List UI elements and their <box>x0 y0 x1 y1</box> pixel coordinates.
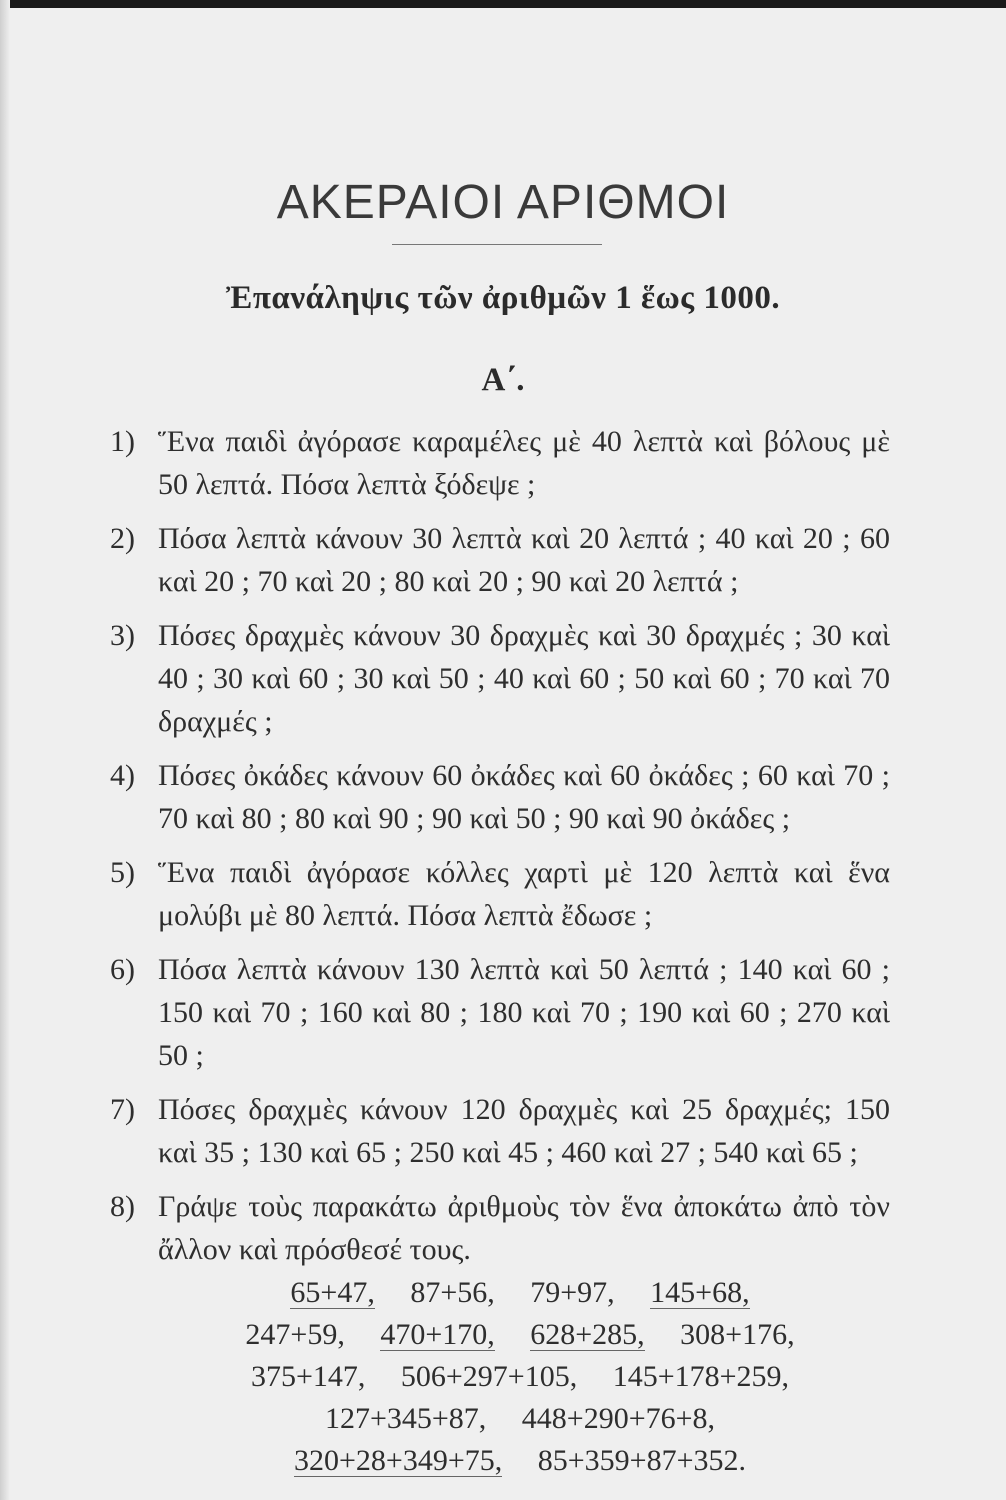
exercise-number: 1) <box>110 425 135 458</box>
sum-line <box>150 1272 890 1314</box>
exercise-list <box>110 420 890 1282</box>
sum-expression: 375+147, <box>250 1360 366 1393</box>
exercise-text: Γράψε τοὺς παρακάτω ἀριθμοὺς τὸν ἕνα ἀποκάτω ἀπὸ τὸν ἄλλον καὶ πρόσθεσέ τους. <box>158 1190 890 1266</box>
exercise-text: Πόσες δραχμὲς κάνουν 120 δραχμὲς καὶ 25 δραχμές; 150 καὶ 35 ; 130 καὶ 65 ; 250 καὶ 45 ; 460 καὶ 27 ; 540 καὶ 65 ; <box>158 1093 890 1169</box>
addition-problems <box>150 1272 890 1482</box>
exercise-item <box>110 948 890 1077</box>
section-heading: Α΄. <box>481 362 525 398</box>
exercise-text: Ἕνα παιδὶ ἀγόρασε κόλλες χαρτὶ μὲ 120 λεπτὰ καὶ ἕνα μολύβι μὲ 80 λεπτά. Πόσα λεπτὰ ἔδωσε ; <box>158 856 890 932</box>
exercise-number: 8) <box>110 1190 135 1223</box>
exercise-item <box>110 420 890 506</box>
sum-expression: 65+47, <box>290 1276 375 1309</box>
exercise-item <box>110 1185 890 1271</box>
exercise-item <box>110 1088 890 1174</box>
sum-expression: 87+56, <box>410 1276 495 1309</box>
sum-line <box>150 1356 890 1398</box>
sum-line <box>150 1440 890 1482</box>
exercise-text: Πόσες δραχμὲς κάνουν 30 δραχμὲς καὶ 30 δραχμές ; 30 καὶ 40 ; 30 καὶ 60 ; 30 καὶ 50 ; 40 καὶ 60 ; 50 καὶ 60 ; 70 καὶ 70 δραχμές ; <box>158 619 890 738</box>
sum-expression: 628+285, <box>530 1318 645 1351</box>
page-subtitle: Ἐπανάληψις τῶν ἀριθμῶν 1 ἕως 1000. <box>225 280 781 316</box>
exercise-number: 3) <box>110 619 135 652</box>
sum-expression: 506+297+105, <box>400 1360 578 1393</box>
exercise-text: Πόσα λεπτὰ κάνουν 30 λεπτὰ καὶ 20 λεπτά ; 40 καὶ 20 ; 60 καὶ 20 ; 70 καὶ 20 ; 80 καὶ 20 ; 90 καὶ 20 λεπτά ; <box>158 522 890 598</box>
sum-expression: 448+290+76+8, <box>521 1402 716 1435</box>
sum-expression: 247+59, <box>245 1318 345 1351</box>
exercise-number: 6) <box>110 953 135 986</box>
sum-expression: 79+97, <box>530 1276 615 1309</box>
page-top-edge <box>0 0 1006 8</box>
exercise-text: Ἕνα παιδὶ ἀγόρασε καραμέλες μὲ 40 λεπτὰ καὶ βόλους μὲ 50 λεπτά. Πόσα λεπτὰ ξόδεψε ; <box>158 425 890 501</box>
page-title: ΑΚΕΡΑΙΟΙ ΑΡΙΘΜΟΙ <box>276 176 730 229</box>
sum-expression: 145+68, <box>650 1276 750 1309</box>
exercise-number: 5) <box>110 856 135 889</box>
sum-expression: 145+178+259, <box>612 1360 790 1393</box>
sum-expression: 85+359+87+352. <box>537 1444 747 1477</box>
exercise-item <box>110 517 890 603</box>
sum-expression: 308+176, <box>680 1318 795 1351</box>
exercise-text: Πόσες ὀκάδες κάνουν 60 ὀκάδες καὶ 60 ὀκάδες ; 60 καὶ 70 ; 70 καὶ 80 ; 80 καὶ 90 ; 90 καὶ 50 ; 90 καὶ 90 ὀκάδες ; <box>158 759 890 835</box>
exercise-number: 4) <box>110 759 135 792</box>
exercise-text: Πόσα λεπτὰ κάνουν 130 λεπτὰ καὶ 50 λεπτά ; 140 καὶ 60 ; 150 καὶ 70 ; 160 καὶ 80 ; 180 καὶ 70 ; 190 καὶ 60 ; 270 καὶ 50 ; <box>158 953 890 1072</box>
exercise-number: 7) <box>110 1093 135 1126</box>
sum-line <box>150 1314 890 1356</box>
sum-expression: 127+345+87, <box>324 1402 487 1435</box>
exercise-item <box>110 614 890 743</box>
sum-expression: 320+28+349+75, <box>293 1444 503 1477</box>
title-divider <box>392 244 602 245</box>
sum-expression: 470+170, <box>380 1318 495 1351</box>
exercise-item <box>110 851 890 937</box>
sum-line <box>150 1398 890 1440</box>
exercise-item <box>110 754 890 840</box>
exercise-number: 2) <box>110 522 135 555</box>
